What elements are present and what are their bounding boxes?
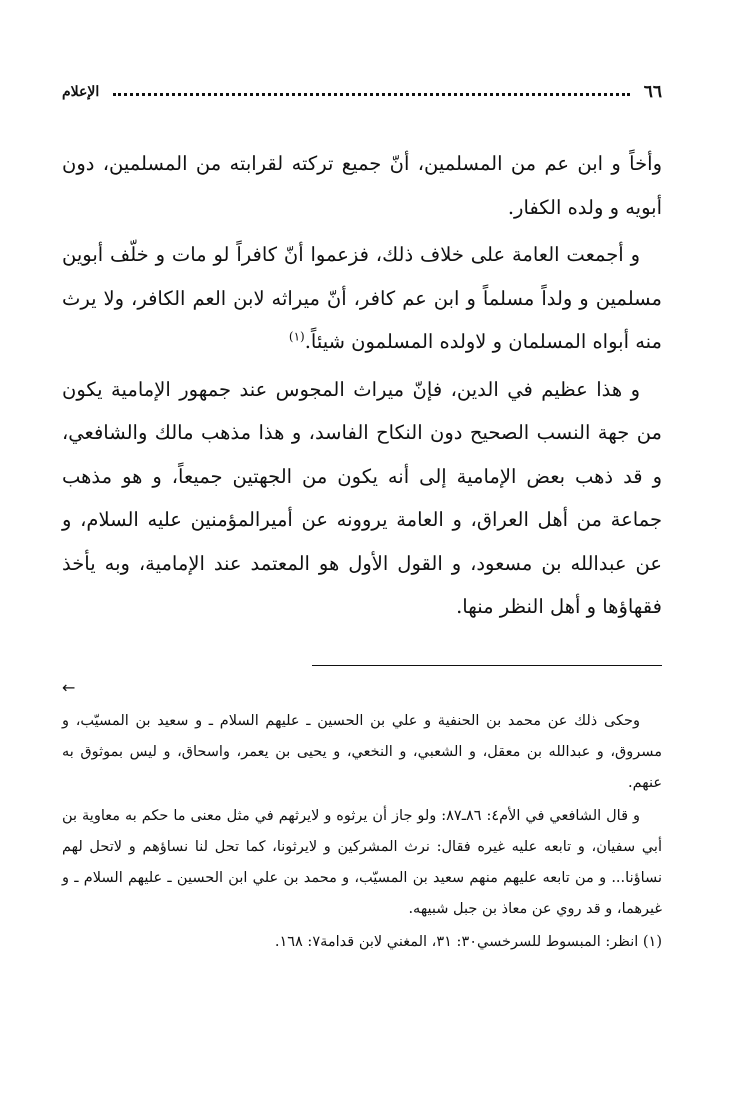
footnote-paragraph-3: (١) انظر: المبسوط للسرخسي٣٠: ٣١، المغني لابن قدامة٧: ١٦٨. [274, 934, 662, 950]
main-paragraph-text: وأخاً و ابن عم من المسلمين، أنّ جميع تركته لقرابته من المسلمين، دون أبويه و ولده الكفار. [62, 152, 662, 219]
main-paragraph-2 [62, 233, 662, 364]
continuation-arrow-icon: ← [62, 678, 76, 697]
main-paragraph-text: و أجمعت العامة على خلاف ذلك، فزعموا أنّ كافراً لو مات و خلّف أبوين مسلمين و ولداً مسلماً و ابن عم كافر، أنّ ميراثه لابن العم الكافر، ولا يرث منه أبواه المسلمان و لاولده المسلمون شيئاً. [62, 243, 662, 353]
footnote-paragraph-2: و قال الشافعي في الأم٤: ٨٦ـ٨٧: ولو جاز أن يرثوه و لايرثهم في مثل معنى ما حكم به معاوية بن أبي سفيان، و تابعه عليه غيره فقال: نرث المشركين و لايرثونا، كما تحل لنا نساؤهم و لاتحل لهم نساؤنا... و من تابعه عليهم منهم سعيد بن المسيّب، و محمد بن علي ابن الحسين ـ عليهم السلام ـ و غيرهما، و قد روي عن معاذ بن جبل شبيهه. [62, 808, 662, 917]
header-dot-leader [113, 93, 629, 96]
running-header [62, 78, 662, 106]
footnote-marker: (١) [288, 329, 305, 344]
main-text [62, 142, 662, 629]
footnote-paragraph-1: وحكى ذلك عن محمد بن الحنفية و علي بن الحسين ـ عليهم السلام ـ و سعيد بن المسيّب، و مسروق، و عبدالله بن معقل، و الشعبي، و النخعي، و يحيى بن يعمر، واسحاق، و ليس بموثوق به عنهم. [62, 713, 662, 791]
book-page [62, 78, 662, 950]
main-paragraph-text: و هذا عظيم في الدين، فإنّ ميراث المجوس عند جمهور الإمامية يكون من جهة النسب الصحيح دون النكاح الفاسد، و هذا مذهب مالك والشافعي، و قد ذهب بعض الإمامية إلى أنه يكون من الجهتين جميعاً، و هو مذهب جماعة من أهل العراق، و العامة يروونه عن أميرالمؤمنين عليه السلام، و عن عبدالله بن مسعود، و القول الأول هو المعتمد عند الإمامية، وبه يأخذ فقهاؤها و أهل النظر منها. [62, 377, 662, 618]
main-paragraph-3 [62, 368, 662, 629]
page-number: ٦٦ [643, 82, 662, 102]
footnote-separator [312, 665, 662, 666]
chapter-title: الإعلام [62, 84, 100, 100]
footnotes [62, 706, 662, 960]
main-paragraph-1 [62, 142, 662, 229]
